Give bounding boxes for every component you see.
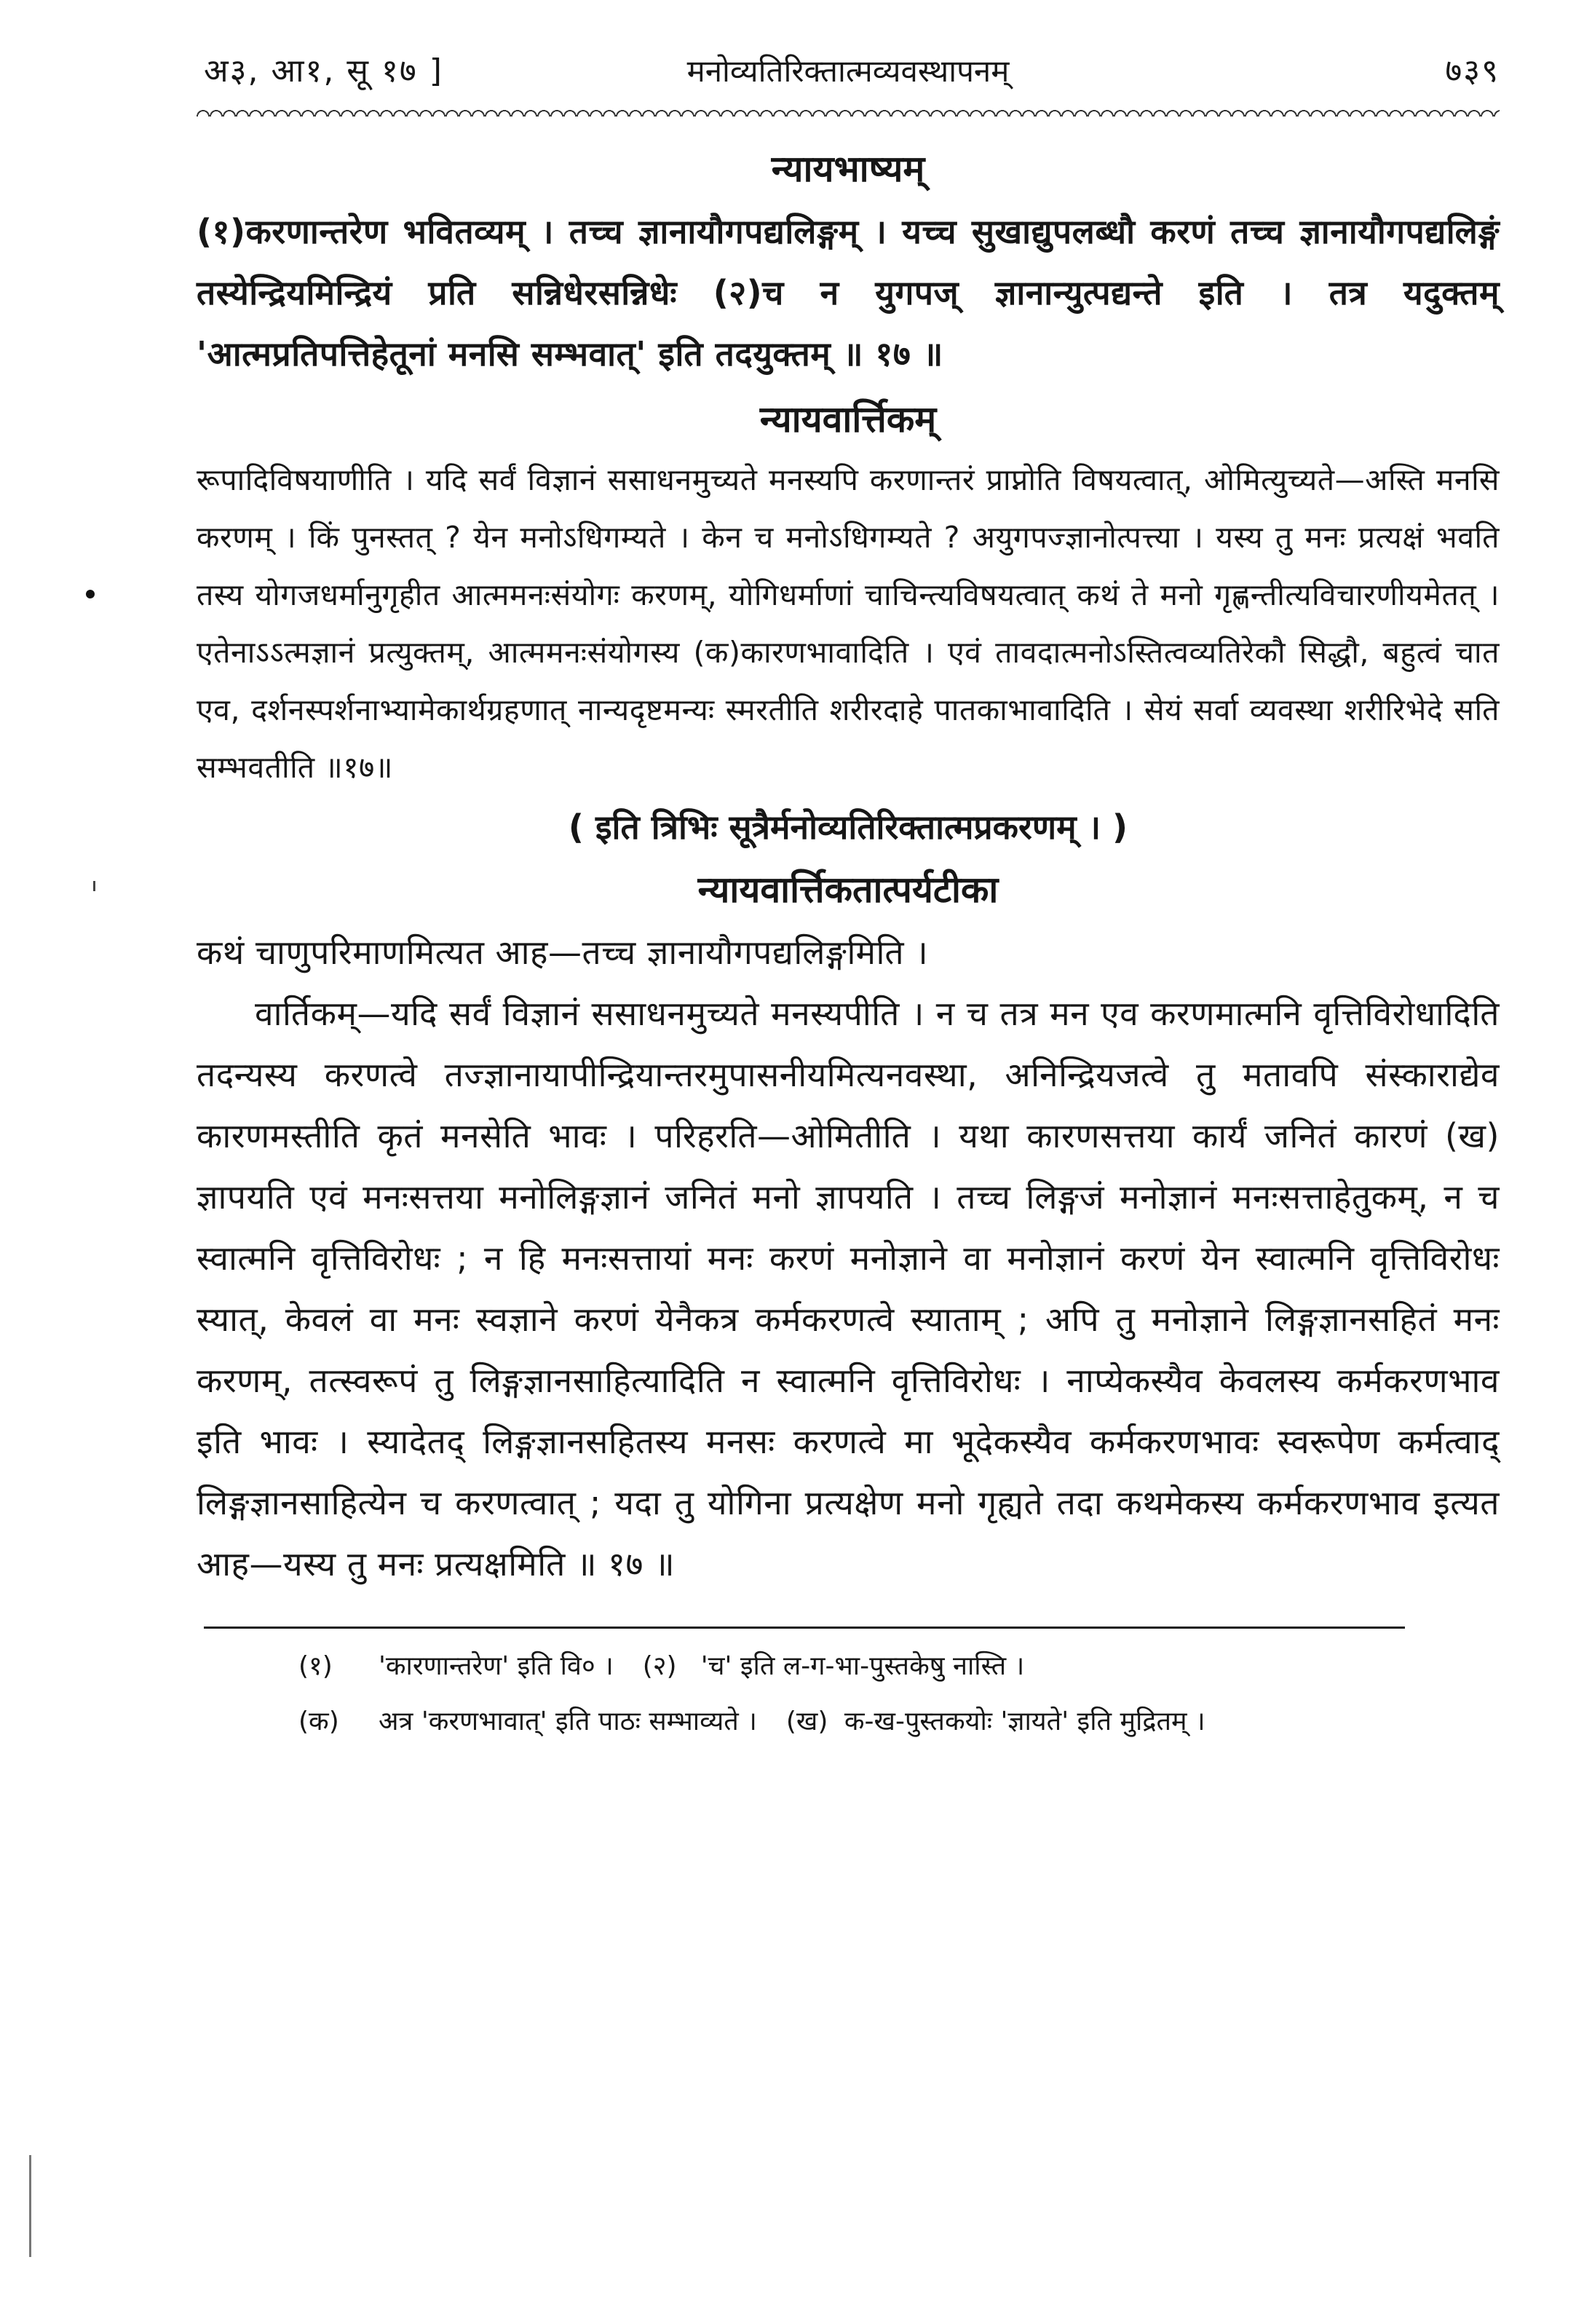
section-title-nyayavartikam: न्यायवार्त्तिकम् (759, 398, 937, 440)
book-page (197, 36, 1500, 2293)
page-edge-line (29, 2155, 31, 2257)
wavy-rule (197, 106, 1500, 121)
margin-dot (86, 590, 95, 598)
vartika-paragraph: रूपादिविषयाणीति । यदि सर्वं विज्ञानं ससाधनमुच्यते मनस्यपि करणान्तरं प्राप्नोति विषयत्वात्, ओमित्युच्यते—अस्ति मनसि करणम् । किं पुनस्तत् ? येन मनोऽधिगम्यते । केन च मनोऽधिगम्यते ? अयुगपज्ज्ञानोत्पत्त्या । यस्य तु मनः प्रत्यक्षं भवति तस्य योगजधर्मानुगृहीत आत्ममनःसंयोगः करणम्, योगिधर्माणां चाचिन्त्यविषयत्वात् कथं ते मनो गृह्णन्तीत्यविचारणीयमेतत् । एतेनाऽऽत्मज्ञानं प्रत्युक्तम्, आत्ममनःसंयोगस्य (क)कारणभावादिति । एवं तावदात्मनोऽस्तित्वव्यतिरेकौ सिद्धौ, बहुत्वं चात एव, दर्शनस्पर्शनाभ्यामेकार्थग्रहणात् नान्यदृष्टमन्यः स्मरतीति शरीरदाहे पातकाभावादिति । सेयं सर्वा व्यवस्था शरीरिभेदे सति सम्भवतीति ॥१७॥ (197, 462, 1500, 785)
footnote-text: क-ख-पुस्तकयोः 'ज्ञायते' इति मुद्रितम् । (844, 1707, 1205, 1736)
section-title-nyayabhashyam: न्यायभाष्यम् (771, 148, 925, 190)
prakarana-closing: ( इति त्रिभिः सूत्रैर्मनोव्यतिरिक्तात्मप्रकरणम् । ) (568, 807, 1128, 847)
running-title: मनोव्यतिरिक्तात्मव्यवस्थापनम् (686, 53, 1010, 89)
footnote-mark: (ख) (785, 1707, 828, 1736)
footnote-line-1 (298, 1639, 1500, 1694)
margin-tick (93, 881, 95, 891)
footnote-mark: (१) (298, 1651, 333, 1681)
section-title-tatparyatika: न्यायवार्त्तिकतात्पर्यटीका (697, 869, 999, 911)
footnote-text: अत्र 'करणभावात्' इति पाठः सम्भाव्यते । (379, 1707, 757, 1736)
chapter-reference: अ३, आ१, सू १७ ] (204, 52, 443, 90)
footnote-mark: (२) (642, 1651, 677, 1681)
footnote-text: 'कारणान्तरेण' इति वि० । (379, 1651, 614, 1681)
page-number: ७३९ (1445, 52, 1500, 90)
footnote-mark: (क) (298, 1707, 339, 1736)
running-head (197, 36, 1500, 106)
tika-main-paragraph: वार्तिकम्—यदि सर्वं विज्ञानं ससाधनमुच्यते मनस्यपीति । न च तत्र मन एव करणमात्मनि वृत्तिविरोधादिति तदन्यस्य करणत्वे तज्ज्ञानायापीन्द्रियान्तरमुपासनीयमित्यनवस्था, अनिन्द्रियजत्वे तु मतावपि संस्काराद्येव कारणमस्तीति कृतं मनसेति भावः । परिहरति—ओमितीति । यथा कारणसत्तया कार्यं जनितं कारणं (ख) ज्ञापयति एवं मनःसत्तया मनोलिङ्गज्ञानं जनितं मनो ज्ञापयति । तच्च लिङ्गजं मनोज्ञानं मनःसत्ताहेतुकम्, न च स्वात्मनि वृत्तिविरोधः ; न हि मनःसत्तायां मनः करणं मनोज्ञाने वा मनोज्ञानं करणं येन स्वात्मनि वृत्तिविरोधः स्यात्, केवलं वा मनः स्वज्ञाने करणं येनैकत्र कर्मकरणत्वे स्याताम् ; अपि तु मनोज्ञाने लिङ्गज्ञानसहितं मनः करणम्, तत्स्वरूपं तु लिङ्गज्ञानसाहित्यादिति न स्वात्मनि वृत्तिविरोधः । नाप्येकस्यैव केवलस्य कर्मकरणभाव इति भावः । स्यादेतद् लिङ्गज्ञानसहितस्य मनसः करणत्वे मा भूदेकस्यैव कर्मकरणभावः स्वरूपेण कर्मत्वाद् लिङ्गज्ञानसाहित्येन च करणत्वात् ; यदा तु योगिना प्रत्यक्षेण मनो गृह्यते तदा कथमेकस्य कर्मकरणभाव इत्यत आह—यस्य तु मनः प्रत्यक्षमिति ॥ १७ ॥ (197, 994, 1500, 1584)
footnote-rule (204, 1627, 1405, 1629)
footnote-line-2 (298, 1694, 1500, 1750)
footnote-text: 'च' इति ल-ग-भा-पुस्तकेषु नास्ति । (700, 1651, 1025, 1681)
tika-intro-paragraph: कथं चाणुपरिमाणमित्यत आह—तच्च ज्ञानायौगपद्यलिङ्गमिति । (197, 933, 929, 972)
bhashya-paragraph: (१)करणान्तरेण भवितव्यम् । तच्च ज्ञानायौगपद्यलिङ्गम् । यच्च सुखाद्युपलब्धौ करणं तच्च ज्ञानायौगपद्यलिङ्गं तस्येन्द्रियमिन्द्रियं प्रति सन्निधेरसन्निधेः (२)च न युगपज् ज्ञानान्युत्पद्यन्ते इति । तत्र यदुक्तम् 'आत्मप्रतिपत्तिहेतूनां मनसि सम्भवात्' इति तदयुक्तम् ॥ १७ ॥ (197, 212, 1500, 374)
